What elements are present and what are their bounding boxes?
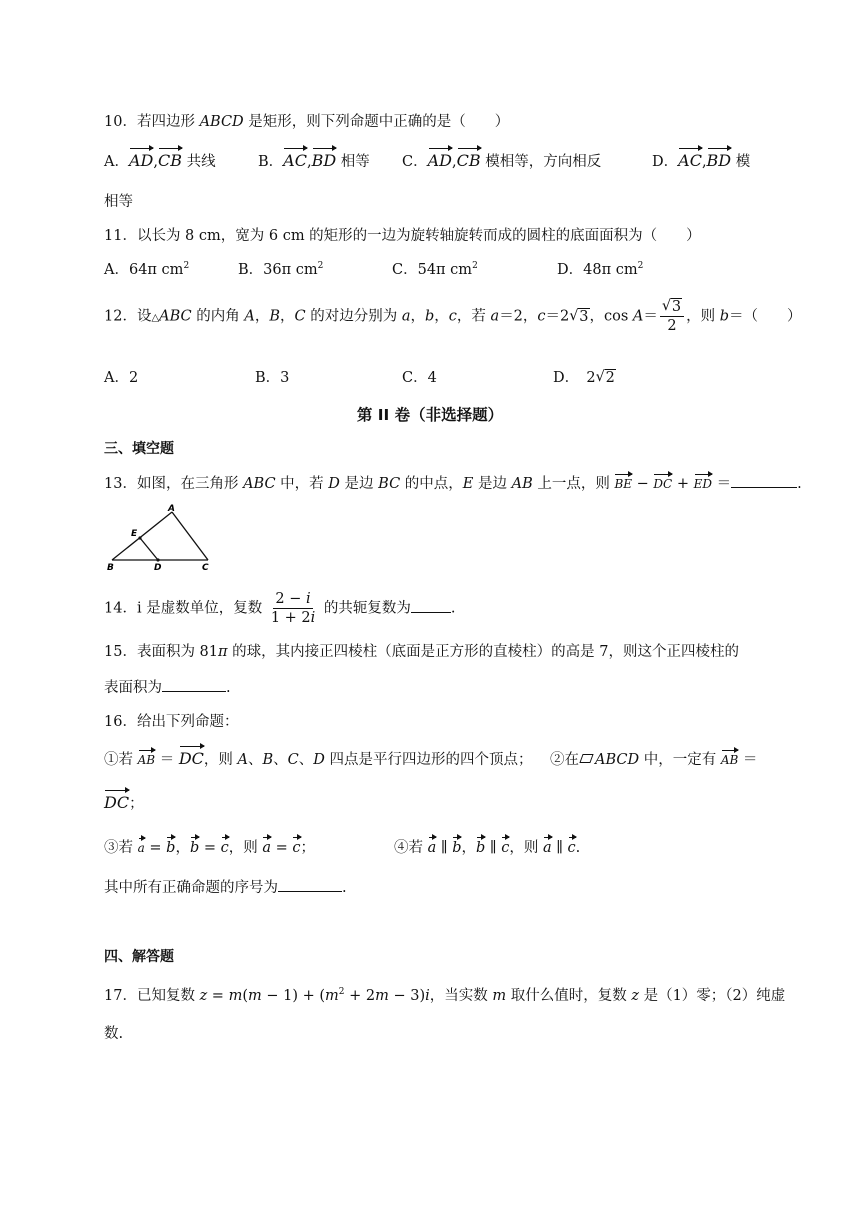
q11-option-b: B．36π $cm^2$ bbox=[238, 261, 324, 278]
svg-text:C: C bbox=[202, 563, 209, 572]
svg-text:D: D bbox=[154, 563, 162, 572]
q16-tail: 其中所有正确命题的序号为 . bbox=[104, 880, 347, 896]
section-answer-heading: 四、解答题 bbox=[104, 949, 174, 965]
q16-item-4: ④若 a ∥ b，b ∥ c，则 a ∥ c. bbox=[394, 840, 581, 856]
q16-item-2-cont: DC； bbox=[104, 793, 144, 812]
q10-option-d-cont: 相等 bbox=[104, 194, 133, 210]
q17-line-1: 17．已知复数 $z = m(m - 1) + (m^2 + 2m - 3)i$，当实数 m 取什么值时，复数 z 是（1）零；（2）纯虚 bbox=[104, 987, 786, 1004]
q15-line-1: 15．表面积为 81π 的球，其内接正四棱柱（底面是正方形的直棱柱）的高是 7，则这个正四棱柱的 bbox=[104, 644, 739, 660]
q10-stem: 10．若四边形 ABCD 是矩形，则下列命题中正确的是（ ） bbox=[104, 114, 510, 130]
q10-option-a: A．AD,CB 共线 bbox=[104, 151, 216, 170]
q11-stem: 11．以长为 8 cm，宽为 6 cm 的矩形的一边为旋转轴旋转而成的圆柱的底面面积为（ ） bbox=[104, 228, 701, 244]
part-two-title: 第 II 卷（非选择题） bbox=[356, 406, 504, 424]
svg-text:A: A bbox=[168, 504, 175, 514]
q16-item-2: ②在 ABCD 中，一定有 AB ＝ bbox=[550, 752, 758, 768]
q17-line-2: 数. bbox=[104, 1026, 124, 1042]
q13-stem: 13．如图，在三角形 ABC 中，若 D 是边 BC 的中点，E 是边 AB 上一点，则 BE − DC + ED ＝ . bbox=[104, 476, 802, 492]
q13-triangle-figure bbox=[104, 500, 219, 572]
svg-text:B: B bbox=[107, 563, 114, 572]
q11-option-c: C．54π $cm^2$ bbox=[392, 261, 478, 278]
q10-option-d: D．AC,BD 模 bbox=[652, 151, 751, 170]
q11-option-d: D．48π $cm^2$ bbox=[557, 261, 644, 278]
q16-stem: 16．给出下列命题： bbox=[104, 714, 239, 730]
q15-line-2: 表面积为 . bbox=[104, 680, 231, 696]
q11-option-a: A．64π $cm^2$ bbox=[104, 261, 190, 278]
section-fill-in-heading: 三、填空题 bbox=[104, 441, 174, 457]
q12-stem: 12．设△ABC 的内角 A，B，C 的对边分别为 a，b，c，若 a＝2，c＝2√ 3，cos A＝ √ $\frac{3}{2}$ ，则 b＝（ ） bbox=[104, 298, 802, 335]
q16-item-3: ③若 a = b，b = c，则 a = c； bbox=[104, 840, 315, 856]
svg-text:E: E bbox=[131, 529, 138, 539]
q12-option-b: B．3 bbox=[255, 370, 290, 386]
q14-stem: 14．i 是虚数单位，复数 $\frac{2 - i}{1 + 2i}$ 的共轭复数为 . bbox=[104, 591, 456, 626]
q16-item-1: ①若 AB ＝ DC，则 A、B、C、D 四点是平行四边形的四个顶点； bbox=[104, 749, 533, 768]
q12-option-a: A．2 bbox=[104, 370, 139, 386]
q10-option-b: B．AC,BD 相等 bbox=[258, 151, 370, 170]
q10-option-c: C．AD,CB 模相等，方向相反 bbox=[402, 151, 602, 170]
q12-option-d: D． 2√ 2 bbox=[553, 366, 616, 387]
q12-option-c: C．4 bbox=[402, 370, 437, 386]
